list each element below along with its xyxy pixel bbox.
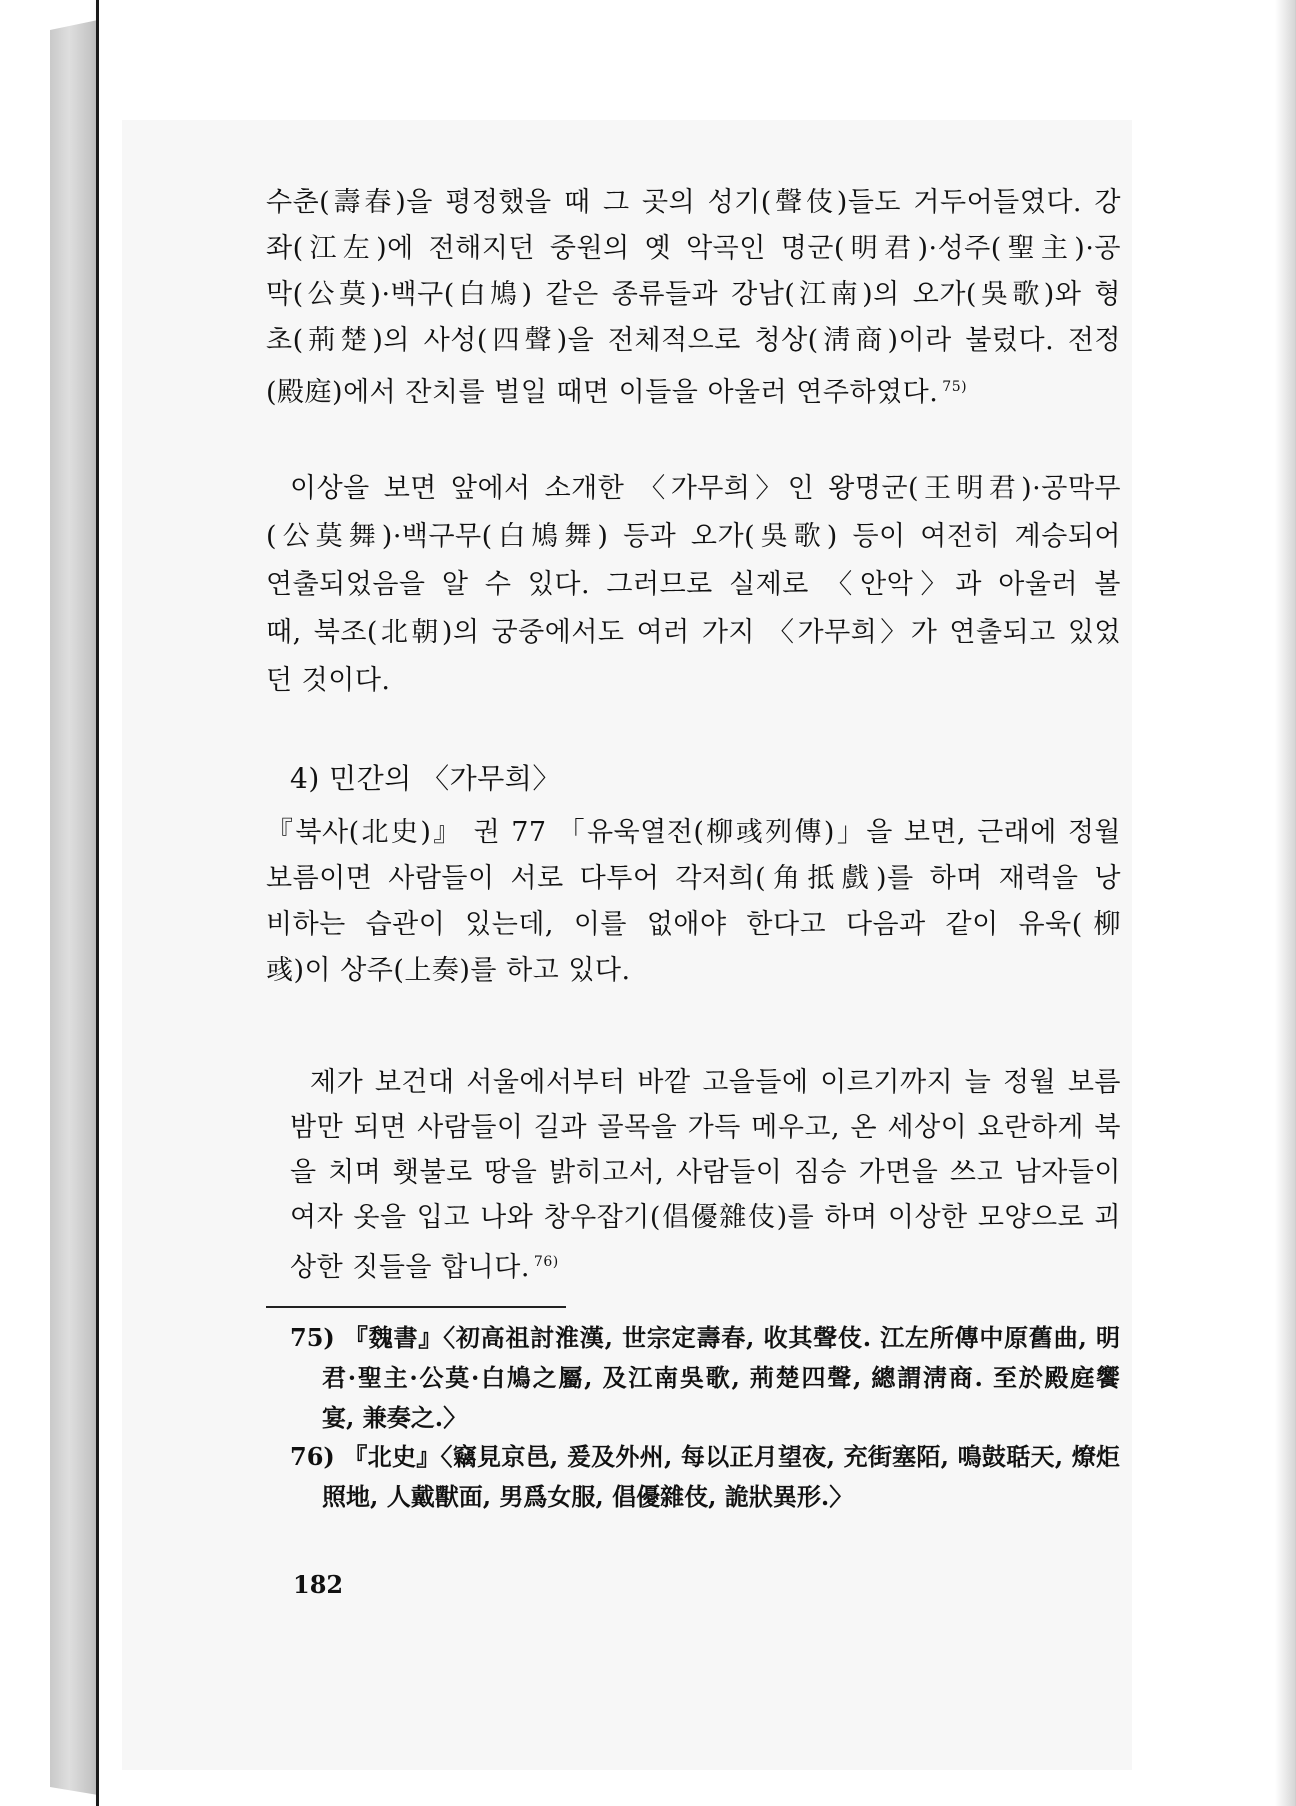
quote-line: 상한 짓들을 합니다. — [290, 1252, 530, 1283]
book-spine — [50, 20, 98, 1795]
paragraph-1-line: 좌(江左)에 전해지던 중원의 옛 악곡인 명군(明君)·성주(聖主)·공 — [266, 233, 1121, 264]
paragraph-2-line: (公莫舞)·백구무(白鳩舞) 등과 오가(吳歌) 등이 여전히 계승되어 — [266, 521, 1121, 552]
footnote-number: 76) — [290, 1442, 335, 1471]
footnote-divider — [266, 1306, 566, 1308]
footnote-text: 『北史』〈竊見京邑, 爰及外州, 每以正月望夜, 充街塞陌, 鳴鼓聒天, 燎炬 — [343, 1442, 1120, 1471]
footnote-75 — [290, 1318, 1120, 1438]
footnote-line — [290, 1318, 1120, 1358]
paragraph-3-line: 彧)이 상주(上奏)를 하고 있다. — [266, 955, 631, 986]
page-number: 182 — [293, 1570, 344, 1599]
quote-line: 을 치며 횃불로 땅을 밝히고서, 사람들이 짐승 가면을 쓰고 남자들이 — [290, 1157, 1121, 1188]
paragraph-1-line: 막(公莫)·백구(白鳩) 같은 종류들과 강남(江南)의 오가(吳歌)와 형 — [266, 279, 1121, 310]
footnote-line — [290, 1437, 1120, 1477]
quote-last-line — [290, 1240, 1121, 1290]
footnote-ref-76[interactable]: 76) — [533, 1254, 559, 1270]
paragraph-2-line: 연출되었음을 알 수 있다. 그러므로 실제로 〈안악〉과 아울러 볼 — [266, 569, 1121, 600]
quote-line: 여자 옷을 입고 나와 창우잡기(倡優雜伎)를 하며 이상한 모양으로 괴 — [290, 1202, 1121, 1233]
footnote-line: 君·聖主·公莫·白鳩之屬, 及江南吳歌, 荊楚四聲, 總謂淸商. 至於殿庭饗 — [322, 1363, 1120, 1392]
paragraph-1-last-line — [266, 364, 1121, 416]
paragraph-1-line: (殿庭)에서 잔치를 벌일 때면 이들을 아울러 연주하였다. — [266, 377, 939, 408]
footnote-number: 75) — [290, 1323, 335, 1352]
paragraph-1-line: 수춘(壽春)을 평정했을 때 그 곳의 성기(聲伎)들도 거두어들였다. 강 — [266, 187, 1121, 218]
paragraph-2 — [266, 465, 1121, 705]
footnote-text: 『魏書』〈初高祖討淮漢, 世宗定壽春, 收其聲伎. 江左所傳中原舊曲, 明 — [343, 1323, 1121, 1352]
quote-line: 제가 보건대 서울에서부터 바깥 고을들에 이르기까지 늘 정월 보름 — [310, 1067, 1121, 1098]
footnote-line: 宴, 兼奏之.〉 — [322, 1403, 468, 1432]
paragraph-1-line: 초(荊楚)의 사성(四聲)을 전체적으로 청상(淸商)이라 불렀다. 전정 — [266, 325, 1121, 356]
paragraph-1 — [266, 180, 1121, 416]
paragraph-2-line: 때, 북조(北朝)의 궁중에서도 여러 가지 〈가무희〉가 연출되고 있었 — [266, 617, 1121, 648]
paragraph-3-line: 보름이면 사람들이 서로 다투어 각저희(角抵戲)를 하며 재력을 낭 — [266, 863, 1121, 894]
footnote-ref-75[interactable]: 75) — [942, 379, 968, 395]
block-quote — [290, 1060, 1121, 1290]
footnote-76 — [290, 1437, 1120, 1517]
paragraph-3-line: 비하는 습관이 있는데, 이를 없애야 한다고 다음과 같이 유욱(柳 — [266, 909, 1121, 940]
quote-line: 밤만 되면 사람들이 길과 골목을 가득 메우고, 온 세상이 요란하게 북 — [290, 1112, 1121, 1143]
paragraph-3 — [266, 810, 1121, 994]
paragraph-2-line: 이상을 보면 앞에서 소개한 〈가무희〉인 왕명군(王明君)·공막무 — [290, 473, 1121, 504]
page-edge-shadow — [1275, 0, 1295, 1806]
section-heading: 4) 민간의 〈가무희〉 — [290, 762, 561, 795]
footnote-line: 照地, 人戴獸面, 男爲女服, 倡優雜伎, 詭狀異形.〉 — [322, 1482, 854, 1511]
paragraph-2-line: 던 것이다. — [266, 665, 391, 696]
paragraph-3-line: 『북사(北史)』 권 77 「유욱열전(柳彧列傳)」을 보면, 근래에 정월 — [266, 817, 1121, 848]
